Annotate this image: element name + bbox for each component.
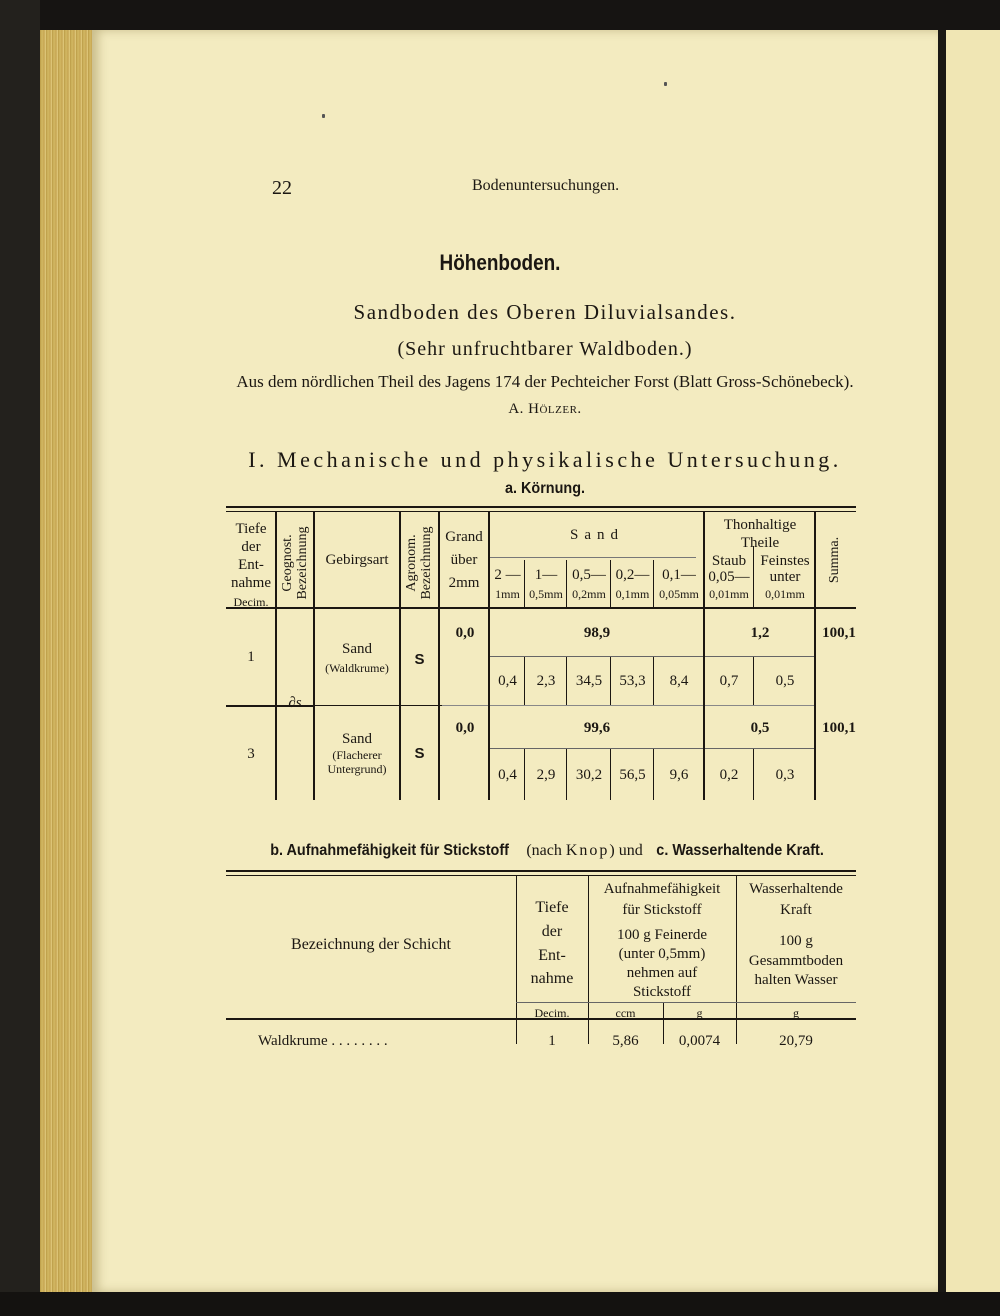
- header-grand-1: Grand: [445, 529, 483, 545]
- row2-sand-col-3: 30,2: [575, 767, 603, 783]
- header-tiefe-1: Tiefe: [235, 521, 267, 537]
- book-bottom: [0, 1292, 1000, 1316]
- row2-grand: 0,0: [455, 720, 475, 736]
- row1-feinstes: 0,5: [775, 673, 795, 689]
- subsection-a-heading: a. Körnung.: [504, 480, 585, 497]
- row1-summa: 100,1: [822, 625, 856, 641]
- row1-thon-total: 1,2: [750, 625, 770, 641]
- row2-staub: 0,2: [719, 767, 739, 783]
- subtitle-note: (Sehr unfruchtbarer Waldboden.): [397, 338, 693, 360]
- header-aufn-2: für Stickstoff: [622, 902, 702, 918]
- row2-gebirgsart-note-2: Untergrund): [327, 762, 387, 776]
- geognost-symbol: ∂s: [288, 695, 302, 711]
- row2-sand-total: 99,6: [583, 720, 611, 736]
- header-staub-3: 0,01mm: [709, 587, 749, 601]
- header-b-tiefe-2: der: [541, 923, 563, 940]
- header-staub-1: Staub: [711, 553, 747, 569]
- header-sand-col-3-b: 0,2mm: [572, 587, 606, 601]
- header-b-tiefe-1: Tiefe: [535, 899, 569, 916]
- header-aufn-4: (unter 0,5mm): [618, 946, 706, 962]
- page-sheet: [92, 30, 938, 1292]
- row2-tiefe: 3: [247, 746, 255, 762]
- sample-origin: Aus dem nördlichen Theil des Jagens 174 der Pechteicher Forst (Blatt Gross-Schönebeck).: [236, 372, 854, 391]
- header-wasser-1: Wasserhaltende: [749, 881, 843, 897]
- subsection-bc-heading: [45, 842, 1000, 860]
- subsection-c-label: c. Wasserhaltende Kraft.: [656, 842, 824, 859]
- row1-gebirgsart: Sand: [342, 641, 372, 657]
- header-b-tiefe-unit: Decim.: [534, 1006, 570, 1020]
- header-tiefe-4: nahme: [231, 575, 271, 591]
- header-aufn-6: Stickstoff: [632, 984, 692, 1000]
- header-sand-col-3-a: 0,5—: [572, 567, 606, 583]
- row-b-wasser: 20,79: [779, 1033, 813, 1049]
- header-b-tiefe-3: Ent-: [538, 947, 566, 964]
- subtitle-soil-type: Sandboden des Oberen Diluvialsandes.: [353, 300, 737, 324]
- header-aufn-unit-ccm: ccm: [615, 1006, 636, 1020]
- header-gebirgsart: Gebirgsart: [325, 552, 389, 568]
- header-feinstes-2: unter: [769, 569, 801, 585]
- row2-sand-col-1: 0,4: [498, 767, 517, 783]
- row2-sand-col-2: 2,9: [536, 767, 556, 783]
- page-edges: [40, 30, 96, 1292]
- row2-thon-total: 0,5: [750, 720, 770, 736]
- header-sand-col-5-a: 0,1—: [662, 567, 696, 583]
- header-schicht: Bezeichnung der Schicht: [291, 936, 451, 953]
- header-aufn-3: 100 g Feinerde: [617, 927, 707, 943]
- row2-feinstes: 0,3: [775, 767, 795, 783]
- header-sand: Sand: [570, 527, 624, 543]
- header-sand-col-4-a: 0,2—: [615, 567, 650, 583]
- header-feinstes-1: Feinstes: [760, 553, 810, 569]
- row1-sand-col-2: 2,3: [536, 673, 556, 689]
- row2-agronom: S: [414, 745, 425, 762]
- row1-sand-col-1: 0,4: [498, 673, 517, 689]
- header-wasser-4: Gesammtboden: [748, 953, 844, 969]
- header-sand-col-4-b: 0,1mm: [615, 587, 650, 601]
- header-b-tiefe-4: nahme: [530, 970, 574, 987]
- header-wasser-5: halten Wasser: [754, 972, 838, 988]
- row1-sand-total: 98,9: [583, 625, 611, 641]
- row1-gebirgsart-note: (Waldkrume): [325, 661, 389, 675]
- row-b-tiefe: 1: [548, 1033, 556, 1049]
- row-b-ccm: 5,86: [612, 1033, 639, 1049]
- header-aufn-1: Aufnahmefähigkeit: [603, 881, 721, 897]
- row2-gebirgsart-note-1: (Flacherer: [332, 748, 382, 762]
- row-b-g: 0,0074: [678, 1033, 721, 1049]
- header-sand-col-2-a: 1—: [534, 567, 558, 583]
- header-sand-col-1-b: 1mm: [495, 587, 520, 601]
- paper-speck: [322, 114, 325, 118]
- subsection-b-mid1: (nach: [526, 842, 562, 859]
- row1-tiefe: 1: [247, 649, 255, 665]
- page-title: Höhenboden.: [439, 250, 561, 275]
- row1-staub: 0,7: [719, 673, 739, 689]
- row1-sand-col-3: 34,5: [575, 673, 603, 689]
- row1-sand-col-4: 53,3: [619, 673, 646, 689]
- header-thon-1: Thonhaltige: [723, 517, 797, 533]
- header-agronom: Agronom. Bezeichnung: [404, 526, 434, 600]
- header-grand-unit: 2mm: [448, 575, 480, 591]
- header-tiefe-unit: Decim.: [233, 595, 269, 609]
- section-heading: I. Mechanische und physikalische Untersuchung.: [248, 447, 842, 472]
- header-thon-2: Theile: [740, 535, 780, 551]
- subsection-b-mid2: ) und: [609, 842, 643, 859]
- header-wasser-unit: g: [793, 1006, 799, 1020]
- row1-agronom: S: [414, 651, 425, 668]
- row2-summa: 100,1: [822, 720, 856, 736]
- header-wasser-2: Kraft: [780, 902, 812, 918]
- row2-gebirgsart: Sand: [342, 731, 372, 747]
- header-grand-2: über: [450, 552, 478, 568]
- header-aufn-unit-g: g: [696, 1006, 703, 1020]
- header-summa: Summa.: [827, 536, 842, 584]
- subsection-b-label: b. Aufnahmefähigkeit für Stickstoff: [270, 842, 510, 859]
- row1-sand-col-5: 8,4: [669, 673, 689, 689]
- header-aufn-5: nehmen auf: [626, 965, 698, 981]
- header-sand-col-1-a: 2 —: [494, 567, 521, 583]
- page-number: 22: [272, 177, 292, 199]
- row1-grand: 0,0: [455, 625, 475, 641]
- subsection-b-knop: Knop: [565, 842, 610, 859]
- header-wasser-3: 100 g: [779, 933, 813, 949]
- book-binding-left: [0, 0, 40, 1316]
- header-sand-col-2-b: 0,5mm: [529, 587, 563, 601]
- running-head: Bodenuntersuchungen.: [472, 177, 620, 194]
- author: A. Hölzer.: [508, 401, 582, 417]
- header-tiefe-2: der: [241, 539, 261, 555]
- header-feinstes-3: 0,01mm: [765, 587, 805, 601]
- header-tiefe-3: Ent-: [238, 557, 264, 573]
- header-sand-col-5-b: 0,05mm: [659, 587, 699, 601]
- row-b-schicht: Waldkrume . . . . . . . .: [258, 1033, 388, 1049]
- header-geognost: Geognost. Bezeichnung: [280, 526, 310, 600]
- row2-sand-col-5: 9,6: [669, 767, 689, 783]
- facing-page-edge: [946, 30, 1000, 1292]
- paper-speck: [664, 82, 667, 86]
- header-staub-2: 0,05—: [708, 569, 750, 585]
- row2-sand-col-4: 56,5: [619, 767, 646, 783]
